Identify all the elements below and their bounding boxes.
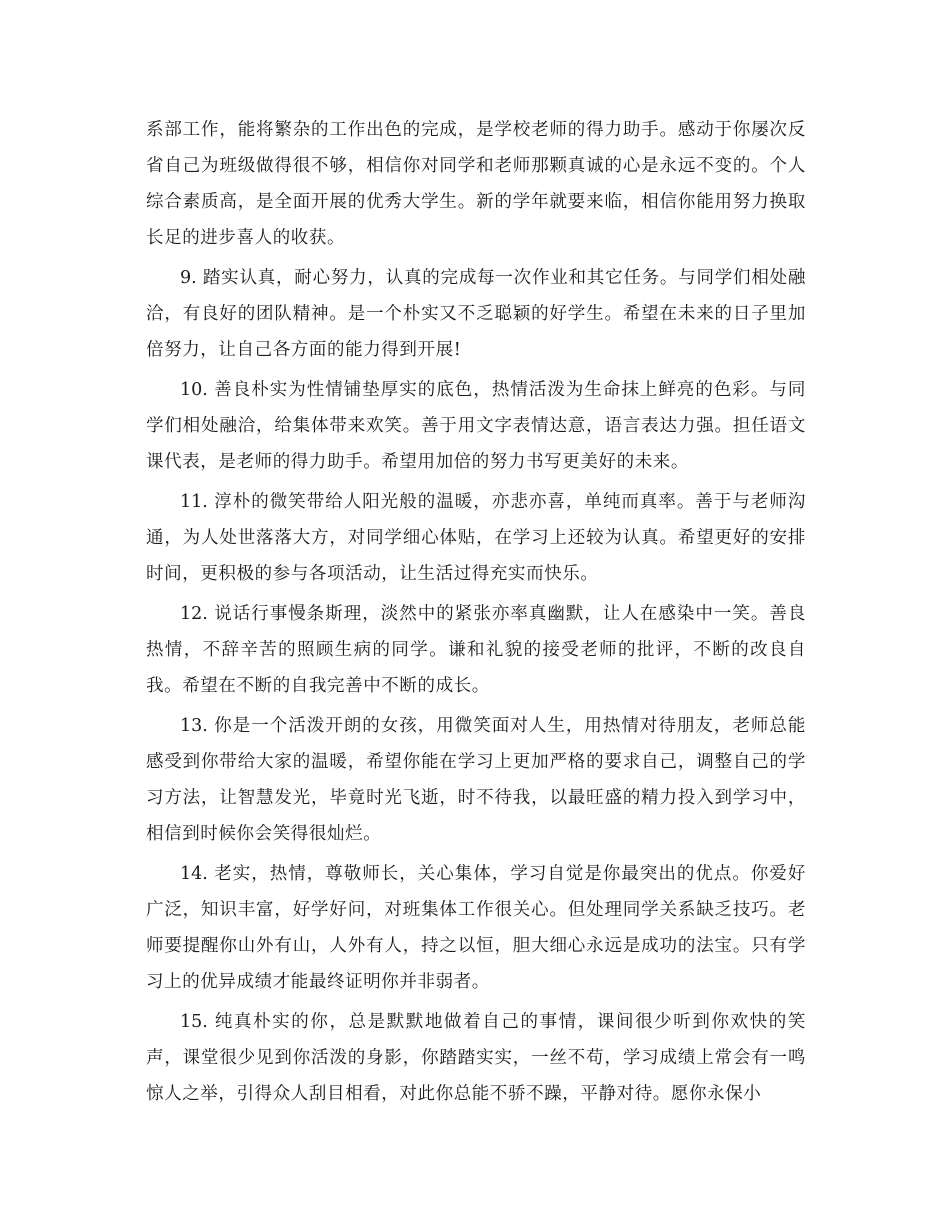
document-body (146, 112, 806, 1116)
paragraph-12 (146, 596, 806, 704)
paragraph-number: 10. (180, 380, 208, 400)
paragraph-10 (146, 372, 806, 480)
paragraph-14 (146, 856, 806, 1000)
paragraph-text: 善良朴实为性情铺垫厚实的底色，热情活泼为生命抹上鲜亮的色彩。与同学们相处融洽，给集体带来欢笑。善于用文字表情达意，语言表达力强。担任语文课代表，是老师的得力助手。希望用加倍的努力书写更美好的未来。 (146, 380, 806, 472)
paragraph-text: 说话行事慢条斯理，淡然中的紧张亦率真幽默，让人在感染中一笑。善良热情，不辞辛苦的照顾生病的同学。谦和礼貌的接受老师的批评，不断的改良自我。希望在不断的自我完善中不断的成长。 (146, 604, 806, 696)
paragraph-number: 12. (180, 604, 208, 624)
paragraph-continued (146, 112, 806, 256)
paragraph-13 (146, 708, 806, 852)
paragraph-text: 你是一个活泼开朗的女孩，用微笑面对人生，用热情对待朋友，老师总能感受到你带给大家的温暖，希望你能在学习上更加严格的要求自己，调整自己的学习方法，让智慧发光，毕竟时光飞逝，时不待我，以最旺盛的精力投入到学习中，相信到时候你会笑得很灿烂。 (146, 716, 806, 844)
paragraph-9 (146, 260, 806, 368)
paragraph-number: 14. (180, 864, 208, 884)
paragraph-text: 系部工作，能将繁杂的工作出色的完成，是学校老师的得力助手。感动于你屡次反省自己为班级做得很不够，相信你对同学和老师那颗真诚的心是永远不变的。个人综合素质高，是全面开展的优秀大学生。新的学年就要来临，相信你能用努力换取长足的进步喜人的收获。 (146, 120, 806, 248)
paragraph-text: 淳朴的微笑带给人阳光般的温暖，亦悲亦喜，单纯而真率。善于与老师沟通，为人处世落落大方，对同学细心体贴，在学习上还较为认真。希望更好的安排时间，更积极的参与各项活动，让生活过得充实而快乐。 (146, 492, 806, 584)
paragraph-number: 11. (180, 492, 208, 512)
paragraph-number: 13. (180, 716, 208, 736)
paragraph-text: 纯真朴实的你，总是默默地做着自己的事情，课间很少听到你欢快的笑声，课堂很少见到你活泼的身影，你踏踏实实，一丝不苟，学习成绩上常会有一鸣惊人之举，引得众人刮目相看，对此你总能不骄不躁，平静对待。愿你永保小 (146, 1012, 806, 1104)
paragraph-number: 9. (180, 268, 197, 288)
paragraph-15 (146, 1004, 806, 1112)
paragraph-number: 15. (180, 1012, 208, 1032)
paragraph-11 (146, 484, 806, 592)
paragraph-text: 老实，热情，尊敬师长，关心集体，学习自觉是你最突出的优点。你爱好广泛，知识丰富，好学好问，对班集体工作很关心。但处理同学关系缺乏技巧。老师要提醒你山外有山，人外有人，持之以恒，胆大细心永远是成功的法宝。只有学习上的优异成绩才能最终证明你并非弱者。 (146, 864, 806, 992)
paragraph-text: 踏实认真，耐心努力，认真的完成每一次作业和其它任务。与同学们相处融洽，有良好的团队精神。是一个朴实又不乏聪颖的好学生。希望在未来的日子里加倍努力，让自己各方面的能力得到开展! (146, 268, 806, 360)
